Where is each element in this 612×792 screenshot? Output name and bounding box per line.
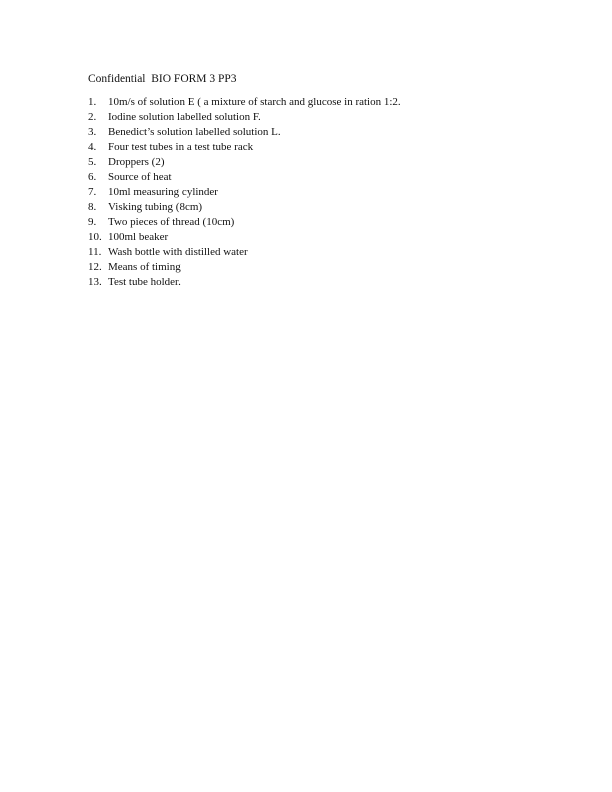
apparatus-list [88, 95, 401, 290]
item-text: Test tube holder. [108, 276, 181, 288]
item-text: Four test tubes in a test tube rack [108, 141, 254, 153]
item-number: 12. [88, 261, 102, 273]
item-number: 2. [88, 111, 97, 123]
list-item [88, 260, 401, 275]
item-number: 7. [88, 186, 97, 198]
item-number: 3. [88, 126, 97, 138]
list-item [88, 125, 401, 140]
item-text: Benedict’s solution labelled solution L. [108, 126, 281, 138]
list-item [88, 245, 401, 260]
item-number: 11. [88, 246, 102, 258]
item-text: Droppers (2) [108, 156, 165, 168]
item-text: Visking tubing (8cm) [108, 201, 203, 213]
item-text: 100ml beaker [108, 231, 169, 243]
list-item [88, 155, 401, 170]
item-text: Iodine solution labelled solution F. [108, 111, 261, 123]
list-item [88, 275, 401, 290]
item-number: 8. [88, 201, 97, 213]
item-number: 4. [88, 141, 97, 153]
item-text: 10ml measuring cylinder [108, 186, 218, 198]
item-number: 5. [88, 156, 97, 168]
list-item [88, 185, 401, 200]
list-item [88, 215, 401, 230]
list-item [88, 110, 401, 125]
list-item [88, 95, 401, 110]
item-text: Two pieces of thread (10cm) [108, 216, 235, 228]
list-item [88, 170, 401, 185]
list-item [88, 140, 401, 155]
item-number: 9. [88, 216, 97, 228]
document-heading: Confidential BIO FORM 3 PP3 [88, 73, 237, 85]
item-number: 10. [88, 231, 102, 243]
item-number: 13. [88, 276, 102, 288]
item-text: Source of heat [108, 171, 172, 183]
item-text: Wash bottle with distilled water [108, 246, 248, 258]
list-item [88, 230, 401, 245]
list-item [88, 200, 401, 215]
item-text: 10m/s of solution E ( a mixture of starch and glucose in ration 1:2. [108, 96, 401, 108]
item-number: 6. [88, 171, 97, 183]
item-text: Means of timing [108, 261, 181, 273]
item-number: 1. [88, 96, 97, 108]
